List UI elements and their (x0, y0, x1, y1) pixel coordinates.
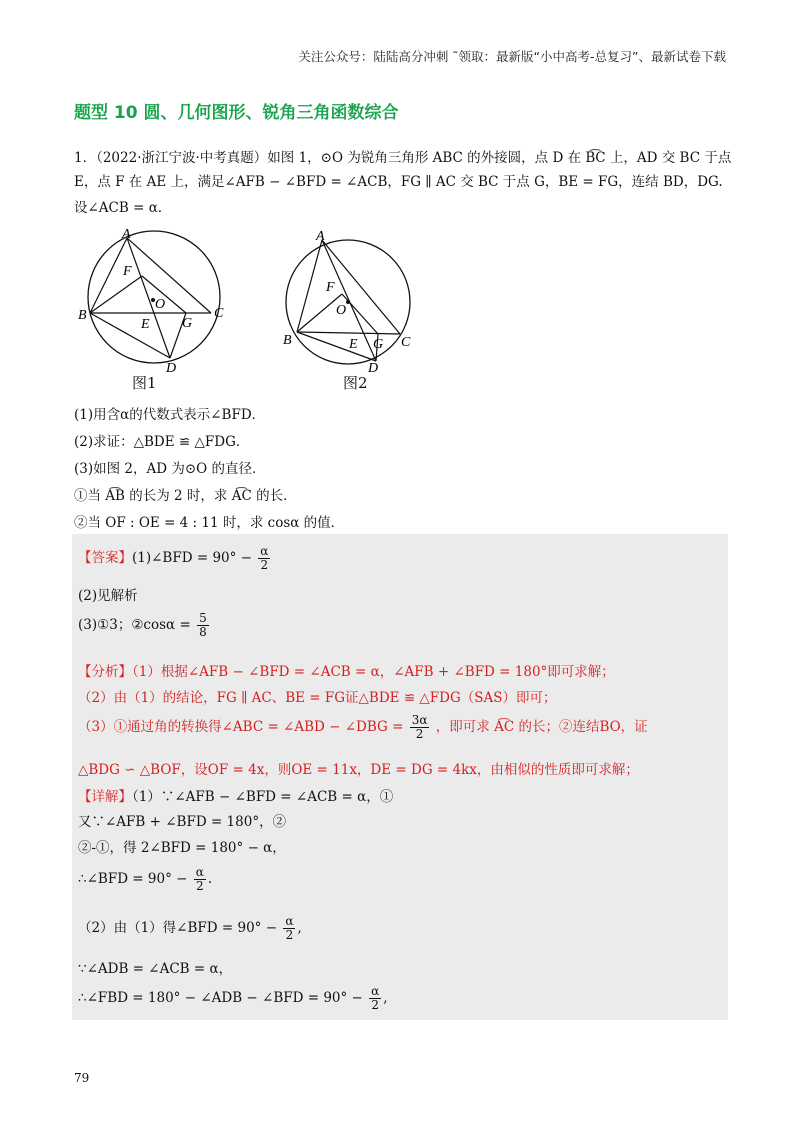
analysis-tag: 【分析】 (78, 664, 132, 680)
fig2-point-E: E (349, 337, 358, 352)
fig2-point-F: F (326, 280, 335, 295)
fig1-point-O: O (155, 297, 166, 312)
figure-2-label: 图2 (343, 374, 368, 392)
fig1-point-C: C (214, 306, 224, 321)
analysis-line-2: （2）由（1）的结论，FG ∥ AC、BE = FG证△BDE ≌ △FDG（SAS）即可； (78, 690, 557, 706)
answer-line-2: (2)见解析 (78, 588, 138, 604)
page-header: 关注公众号：陆陆高分冲刺 ˜领取：最新版“小中高考-总复习”、最新试卷下载 (298, 49, 726, 64)
fraction-3alpha-over-2: $\frac{3\alpha}{2}$ (411, 713, 428, 741)
fig2-point-C: C (401, 335, 411, 350)
detail-line-6: ∵∠ADB = ∠ACB = α， (78, 961, 233, 977)
fig1-point-A: A (122, 227, 131, 242)
figure-1-label: 图1 (132, 374, 157, 392)
figure-1-diagram (76, 224, 236, 374)
section-title: 题型 10 圆、几何图形、锐角三角函数综合 (74, 103, 399, 123)
subquestion-2: (2)求证：△BDE ≌ △FDG． (74, 434, 250, 450)
answer-1-text: (1)∠BFD = 90° − (132, 550, 252, 566)
detail-5-text: （2）由（1）得∠BFD = 90° − (78, 920, 278, 936)
detail-1-text: （1）∵∠AFB − ∠BFD = ∠ACB = α，① (132, 789, 394, 805)
fig2-point-A: A (316, 229, 325, 244)
detail-4-text: ∴∠BFD = 90° − (78, 871, 188, 887)
analysis-line-4: △BDG ∽ △BOF，设OF = 4x，则OE = 11x，DE = DG = 4kx，由相似的性质即可求解； (78, 762, 639, 778)
fig1-point-F: F (123, 264, 132, 279)
detail-line-7: ∴∠FBD = 180° − ∠ADB − ∠BFD = 90° − $\frac{\alpha}{2}$ , (78, 984, 388, 1012)
detail-line-3: ②-①，得 2∠BFD = 180° − α， (78, 840, 286, 856)
detail-7-text: ∴∠FBD = 180° − ∠ADB − ∠BFD = 90° − (78, 990, 363, 1006)
answer-3-text: (3)①3；②cosα = (78, 617, 191, 633)
fig2-point-D: D (368, 361, 379, 374)
detail-line-4: ∴∠BFD = 90° − $\frac{\alpha}{2}$ . (78, 865, 213, 893)
subquestion-3-1: ①当 A͡B 的长为 2 时，求 A͡C 的长． (74, 488, 297, 504)
detail-line-1 (78, 785, 393, 805)
question-line-2: E，点 F 在 AE 上，满足∠AFB − ∠BFD = ∠ACB，FG ∥ AC 交 BC 于点 G，BE = FG，连结 BD，DG. (74, 174, 723, 190)
fig1-point-B: B (78, 308, 87, 323)
fig2-point-B: B (283, 333, 292, 348)
subquestion-1: (1)用含α的代数式表示∠BFD． (74, 407, 266, 423)
fig1-point-D: D (166, 361, 177, 374)
answer-line-3 (78, 612, 211, 639)
subquestion-3-2: ②当 OF : OE = 4 : 11 时，求 cosα 的值． (74, 515, 345, 531)
page-number: 79 (74, 1071, 90, 1085)
analysis-line-3 (78, 714, 648, 741)
detail-tag: 【详解】 (78, 789, 132, 805)
detail-line-2: 又∵∠AFB + ∠BFD = 180°，② (78, 814, 287, 830)
analysis-3-text: （3）①通过角的转换得∠ABC = ∠ABD − ∠DBG = (78, 719, 404, 735)
figure-2-diagram (280, 224, 430, 374)
fig1-point-G: G (182, 316, 193, 331)
analysis-3-suffix: ，即可求 A͡C 的长；②连结BO，证 (435, 719, 648, 735)
fraction-alpha-over-2: $\frac{\alpha}{2}$ (285, 914, 294, 942)
fraction-alpha-over-2: $\frac{\alpha}{2}$ (371, 984, 380, 1012)
question-line-3: 设∠ACB = α． (74, 200, 172, 216)
fig2-point-G: G (373, 337, 384, 352)
fraction-5-over-8: $\frac{5}{8}$ (199, 611, 207, 639)
analysis-line-1 (78, 660, 615, 680)
analysis-1-text: （1）根据∠AFB − ∠BFD = ∠ACB = α，∠AFB + ∠BFD = 180°即可求解； (132, 664, 615, 680)
detail-line-5: （2）由（1）得∠BFD = 90° − $\frac{\alpha}{2}$ , (78, 914, 302, 942)
subquestion-3: (3)如图 2，AD 为⊙O 的直径． (74, 461, 266, 477)
answer-tag: 【答案】 (78, 550, 132, 566)
question-line-1: 1．（2022·浙江宁波·中考真题）如图 1，⊙O 为锐角三角形 ABC 的外接圆，点 D 在 B͡C 上，AD 交 BC 于点 (74, 150, 732, 166)
fig2-point-O: O (336, 303, 347, 318)
fraction-alpha-over-2: $\frac{\alpha}{2}$ (195, 865, 204, 893)
answer-line-1 (78, 545, 272, 572)
fraction-alpha-over-2: $\frac{\alpha}{2}$ (260, 544, 269, 572)
fig1-point-E: E (141, 317, 150, 332)
